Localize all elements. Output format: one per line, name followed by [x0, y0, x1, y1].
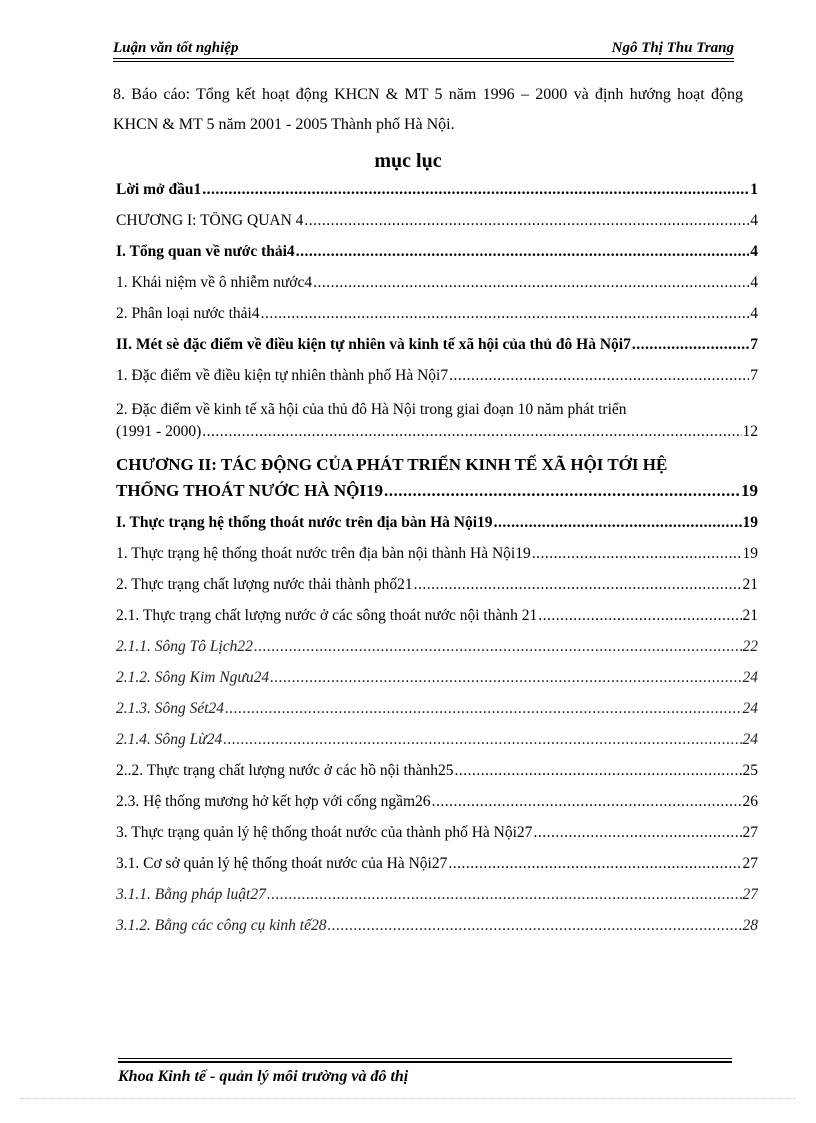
toc-entry-text: 2.1.1. Sông Tô Lịch22	[116, 638, 253, 655]
page-header	[113, 36, 734, 60]
toc-entry-page: 4	[750, 305, 758, 322]
toc-entry-page: 7	[750, 336, 758, 353]
toc-entry-text: 1. Thực trạng hệ thống thoát nước trên địa bàn nội thành Hà Nội19	[116, 545, 531, 562]
toc-entry[interactable]	[116, 731, 758, 749]
toc-entry-text: 2.1.4. Sông Lừ24	[116, 731, 223, 748]
toc-entry-page: 7	[750, 367, 758, 384]
toc-leader-dots	[270, 669, 741, 687]
toc-entry-text: 2.3. Hệ thống mương hở kết hợp với cống ngầm26	[116, 793, 431, 810]
toc-leader-dots	[225, 700, 741, 718]
toc-entry-text: 2..2. Thực trạng chất lượng nước ở các hồ nội thành25	[116, 762, 454, 779]
toc-entry-text: 2. Phân loại nước thải4	[116, 305, 260, 322]
toc-leader-dots	[533, 824, 741, 842]
toc-entry[interactable]	[116, 669, 758, 687]
toc-entry-page: 27	[742, 824, 758, 841]
toc-leader-dots	[261, 305, 750, 323]
toc-entry-text: CHƯƠNG I: TỔNG QUAN 4	[116, 212, 304, 229]
toc-leader-dots	[494, 514, 742, 532]
toc-leader-dots	[432, 793, 742, 811]
toc-leader-dots	[202, 181, 749, 199]
toc-leader-dots	[313, 274, 749, 292]
toc-leader-dots	[632, 336, 749, 354]
toc-entry-text: 3. Thực trạng quản lý hệ thống thoát nước của thành phố Hà Nội27	[116, 824, 533, 841]
toc-entry-text-continued: THỐNG THOÁT NƯỚC HÀ NỘI19	[116, 481, 383, 500]
toc-entry-page: 19	[742, 514, 758, 531]
toc-leader-dots	[384, 481, 740, 501]
toc-entry-text-continued: (1991 - 2000)	[116, 423, 202, 440]
toc-entry-page: 4	[750, 274, 758, 291]
toc-entry-text: II. Mét sè đặc điểm về điều kiện tự nhiên và kinh tế xã hội của thủ đô Hà Nội7	[116, 336, 631, 353]
toc-leader-dots	[538, 607, 741, 625]
toc-entry-page: 27	[742, 886, 758, 903]
toc-entry-page: 25	[742, 762, 758, 779]
footer-rule-thick	[118, 1061, 732, 1063]
toc-entry[interactable]	[116, 700, 758, 718]
page-edge-divider	[20, 1098, 796, 1099]
header-author-name: Ngô Thị Thu Trang	[611, 40, 734, 56]
toc-entry[interactable]	[116, 336, 758, 354]
footer-rule	[118, 1058, 732, 1059]
toc-entry-text: 1. Khái niệm về ô nhiễm nước4	[116, 274, 313, 291]
toc-entry-page: 26	[742, 793, 758, 810]
toc-entry-page: 22	[742, 638, 758, 655]
toc-entry[interactable]	[116, 305, 758, 323]
toc-leader-dots	[454, 762, 741, 780]
toc-entry[interactable]	[116, 607, 758, 625]
toc-leader-dots	[532, 545, 742, 563]
toc-entry-text: 2.1. Thực trạng chất lượng nước ở các sông thoát nước nội thành 21	[116, 607, 538, 624]
toc-entry-page: 1	[750, 181, 758, 198]
toc-entry-page: 4	[750, 243, 758, 260]
header-thesis-label: Luận văn tốt nghiệp	[113, 40, 239, 56]
toc-entry[interactable]	[116, 886, 758, 904]
toc-entry-page: 19	[742, 545, 758, 562]
reference-item: 8. Báo cáo: Tổng kết hoạt động KHCN & MT 5 năm 1996 – 2000 và định hướng hoạt động KHCN & MT 5 năm 2001 - 2005 Thành phố Hà Nội.	[113, 86, 743, 133]
toc-entry[interactable]	[116, 793, 758, 811]
toc-leader-dots	[304, 212, 749, 230]
toc-entry[interactable]	[116, 545, 758, 563]
toc-entry-page: 19	[741, 481, 758, 500]
toc-leader-dots	[254, 638, 742, 656]
toc-entry-page: 24	[742, 669, 758, 686]
toc-entry-text: 3.1. Cơ sở quản lý hệ thống thoát nước của Hà Nội27	[116, 855, 448, 872]
toc-entry-text: 2. Đặc điểm về kinh tế xã hội của thủ đô Hà Nội trong giai đoạn 10 năm phát triển	[116, 401, 627, 418]
toc-entry-page: 21	[742, 576, 758, 593]
toc-entry-text: I. Thực trạng hệ thống thoát nước trên địa bàn Hà Nội19	[116, 514, 493, 531]
footer-faculty-label: Khoa Kinh tế - quản lý môi trường và đô thị	[118, 1068, 409, 1085]
toc-entry[interactable]	[116, 181, 758, 199]
toc-entry-text: I. Tổng quan về nước thải4	[116, 243, 295, 260]
toc-leader-dots	[223, 731, 741, 749]
header-rule	[113, 58, 734, 59]
toc-leader-dots	[414, 576, 742, 594]
toc-entry-text: 1. Đặc điểm về điều kiện tự nhiên thành phố Hà Nội7	[116, 367, 449, 384]
toc-entry-page: 24	[742, 731, 758, 748]
toc-entry-page: 12	[742, 423, 758, 440]
toc-entry-page: 21	[742, 607, 758, 624]
toc-entry[interactable]	[116, 638, 758, 656]
toc-entry-text: Lời mở đầu1	[116, 181, 202, 198]
header-rule-double	[113, 61, 734, 62]
toc-entry-text: CHƯƠNG II: TÁC ĐỘNG CỦA PHÁT TRIỂN KINH TẾ XÃ HỘI TỚI HỆ	[116, 455, 668, 474]
toc-title: mục lục	[374, 150, 442, 172]
toc-entry[interactable]	[116, 212, 758, 230]
toc-entry-text: 2. Thực trạng chất lượng nước thải thành phố21	[116, 576, 413, 593]
toc-entry-text: 2.1.2. Sông Kim Ngưu24	[116, 669, 270, 686]
toc-entry-text: 3.1.2. Bằng các công cụ kinh tế28	[116, 917, 327, 934]
toc-leader-dots	[327, 917, 741, 935]
toc-entry[interactable]	[116, 576, 758, 594]
toc-entry-page: 24	[742, 700, 758, 717]
toc-entry-page: 28	[742, 917, 758, 934]
toc-entry[interactable]	[116, 824, 758, 842]
toc-entry[interactable]	[116, 514, 758, 532]
toc-entry[interactable]	[116, 762, 758, 780]
toc-entry-text: 3.1.1. Bằng pháp luật27	[116, 886, 266, 903]
toc-entry[interactable]	[116, 274, 758, 292]
toc-entry[interactable]	[116, 917, 758, 935]
toc-leader-dots	[448, 855, 741, 873]
toc-entry[interactable]	[116, 455, 758, 501]
toc-entry[interactable]	[116, 855, 758, 873]
toc-entry-text: 2.1.3. Sông Sét24	[116, 700, 225, 717]
toc-entry[interactable]	[116, 367, 758, 385]
toc-leader-dots	[449, 367, 749, 385]
toc-entry[interactable]	[116, 401, 758, 441]
toc-entry-page: 4	[750, 212, 758, 229]
toc-leader-dots	[267, 886, 742, 904]
toc-leader-dots	[202, 423, 741, 441]
toc-leader-dots	[296, 243, 750, 261]
toc-entry-page: 27	[742, 855, 758, 872]
toc-entry[interactable]	[116, 243, 758, 261]
